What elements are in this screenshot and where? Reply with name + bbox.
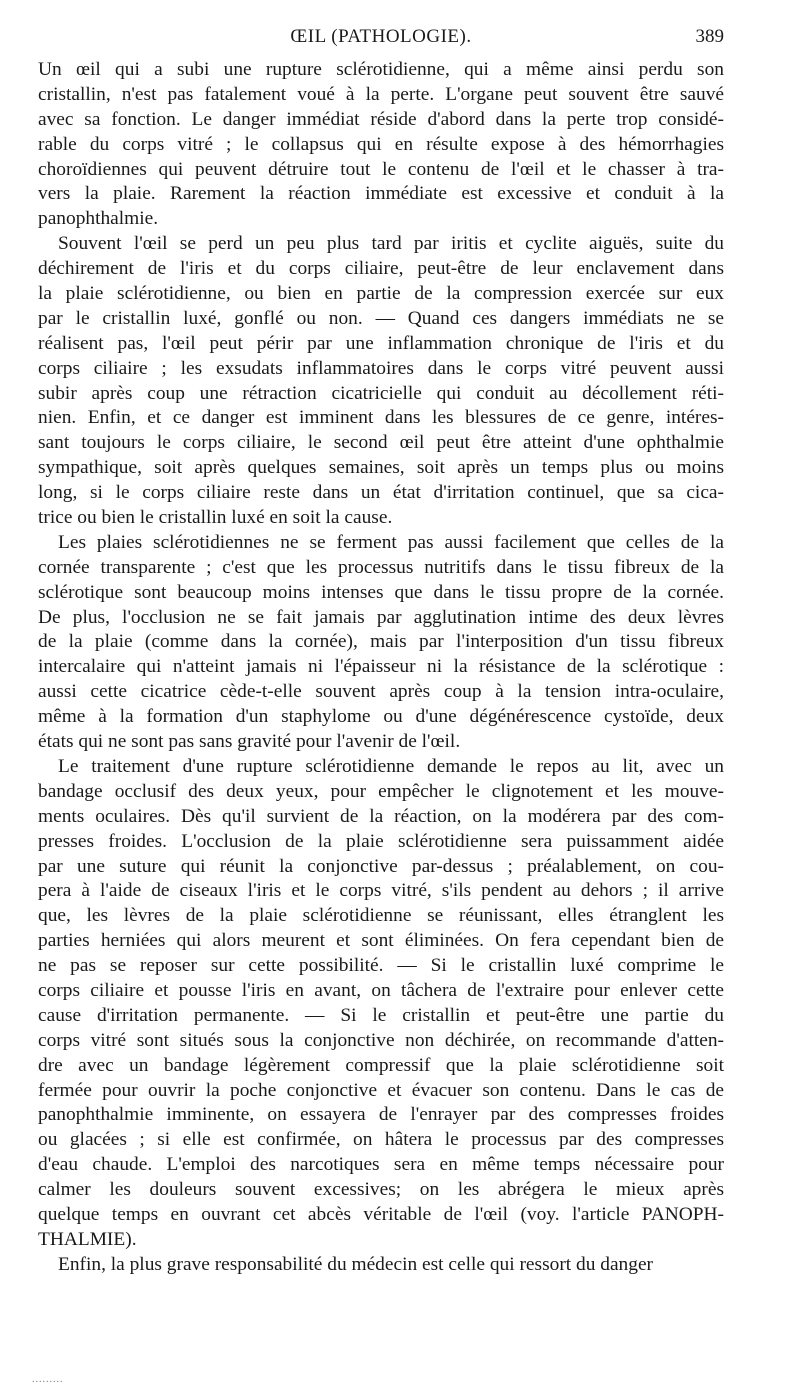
- text-line: presses froides. L'occlusion de la plaie sclérotidienne sera puissamment aidée: [38, 830, 724, 852]
- text-line: subir après coup une rétraction cicatricielle qui conduit au décollement réti-: [38, 382, 724, 404]
- text-line: cause d'irritation permanente. — Si le cristallin et peut-être une partie du: [38, 1004, 724, 1026]
- text-line: vers la plaie. Rarement la réaction immédiate est excessive et conduit à la: [38, 183, 724, 205]
- footer-dots: .........: [32, 1374, 64, 1385]
- text-line: choroïdiennes qui peuvent détruire tout le contenu de l'œil et le chasser à tra-: [38, 158, 724, 180]
- text-line: de la plaie (comme dans la cornée), mais par l'interposition d'un tissu fibreux: [38, 631, 724, 653]
- text-line: même à la formation d'un staphylome ou d'une dégénérescence cystoïde, deux: [38, 706, 724, 728]
- text-line: aussi cette cicatrice cède-t-elle souvent après coup à la tension intra-oculaire,: [38, 681, 724, 703]
- text-line: trice ou bien le cristallin luxé en soit la cause.: [38, 507, 393, 529]
- text-line: De plus, l'occlusion ne se fait jamais par agglutination intime des deux lèvres: [38, 606, 724, 628]
- text-line: intercalaire qui n'atteint jamais ni l'épaisseur ni la résistance de la sclérotique :: [38, 656, 724, 678]
- text-line: panophthalmie.: [38, 208, 159, 230]
- text-line: Souvent l'œil se perd un peu plus tard par iritis et cyclite aiguës, suite du: [58, 233, 724, 255]
- text-line: ne pas se reposer sur cette possibilité. — Si le cristallin luxé comprime le: [38, 955, 724, 977]
- text-line: cornée transparente ; c'est que les processus nutritifs dans le tissu fibreux de la: [38, 556, 724, 578]
- text-line: ou glacées ; si elle est confirmée, on hâtera le processus par des compresses: [38, 1129, 724, 1151]
- text-line: long, si le corps ciliaire reste dans un état d'irritation continuel, que sa cica-: [38, 482, 724, 504]
- text-line: THALMIE).: [38, 1228, 137, 1250]
- text-line: quelque temps en ouvrant cet abcès véritable de l'œil (voy. l'article PANOPH-: [38, 1203, 724, 1225]
- text-line: bandage occlusif des deux yeux, pour empêcher le clignotement et les mouve-: [38, 780, 724, 802]
- text-line: sant toujours le corps ciliaire, le second œil peut être atteint d'une ophthalmie: [38, 432, 724, 454]
- text-line: corps vitré sont situés sous la conjonctive non déchirée, on recommande d'atten-: [38, 1029, 724, 1051]
- running-title: ŒIL (PATHOLOGIE).: [290, 26, 472, 47]
- text-line: par une suture qui réunit la conjonctive par-dessus ; préalablement, on cou-: [38, 855, 724, 877]
- text-line: ments oculaires. Dès qu'il survient de la réaction, on la modérera par des com-: [38, 805, 724, 827]
- text-line: sclérotique sont beaucoup moins intenses que dans le tissu propre de la cornée.: [38, 581, 724, 603]
- text-line: pera à l'aide de ciseaux l'iris et le corps vitré, s'ils pendent au dehors ; il arrive: [38, 880, 724, 902]
- text-line: Le traitement d'une rupture sclérotidienne demande le repos au lit, avec un: [58, 755, 724, 777]
- text-line: parties herniées qui alors meurent et sont éliminées. On fera cependant bien de: [38, 930, 724, 952]
- text-line: Les plaies sclérotidiennes ne se ferment pas aussi facilement que celles de la: [58, 531, 724, 553]
- text-line: d'eau chaude. L'emploi des narcotiques sera en même temps nécessaire pour: [38, 1154, 724, 1176]
- text-line: la plaie sclérotidienne, ou bien en partie de la compression exercée sur eux: [38, 283, 724, 305]
- text-line: dre avec un bandage légèrement compressif que la plaie sclérotidienne soit: [38, 1054, 724, 1076]
- text-line: corps ciliaire et pousse l'iris en avant, on tâchera de l'extraire pour enlever cette: [38, 979, 724, 1001]
- text-line: que, les lèvres de la plaie sclérotidienne se réunissant, elles étranglent les: [38, 905, 724, 927]
- text-line: calmer les douleurs souvent excessives; on les abrégera le mieux après: [38, 1179, 724, 1201]
- text-line: fermée pour ouvrir la poche conjonctive et évacuer son contenu. Dans le cas de: [38, 1079, 724, 1101]
- text-line: Un œil qui a subi une rupture sclérotidienne, qui a même ainsi perdu son: [38, 59, 724, 80]
- text-line: sympathique, soit après quelques semaines, soit après un temps plus ou moins: [38, 457, 724, 479]
- text-line: réalisent pas, l'œil peut périr par une inflammation chronique de l'iris et du: [38, 332, 724, 354]
- text-line: Enfin, la plus grave responsabilité du médecin est celle qui ressort du danger: [58, 1253, 654, 1275]
- page-number: 389: [695, 26, 724, 47]
- text-line: panophthalmie imminente, on essayera de l'enrayer par des compresses froides: [38, 1104, 724, 1126]
- body-text: [38, 58, 724, 1278]
- text-line: avec sa fonction. Le danger immédiat réside d'abord dans la perte trop considé-: [38, 108, 724, 130]
- text-line: nien. Enfin, et ce danger est imminent dans les blessures de ce genre, intéres-: [38, 407, 724, 429]
- text-line: déchirement de l'iris et du corps ciliaire, peut-être de leur enclavement dans: [38, 258, 724, 280]
- text-line: par le cristallin luxé, gonflé ou non. — Quand ces dangers immédiats ne se: [38, 307, 724, 329]
- running-header: [38, 26, 724, 54]
- text-line: états qui ne sont pas sans gravité pour l'avenir de l'œil.: [38, 731, 461, 753]
- text-line: rable du corps vitré ; le collapsus qui en résulte expose à des hémorrhagies: [38, 133, 724, 155]
- text-line: corps ciliaire ; les exsudats inflammatoires dans le corps vitré peuvent aussi: [38, 357, 724, 379]
- text-line: cristallin, n'est pas fatalement voué à la perte. L'organe peut souvent être sauvé: [38, 83, 724, 105]
